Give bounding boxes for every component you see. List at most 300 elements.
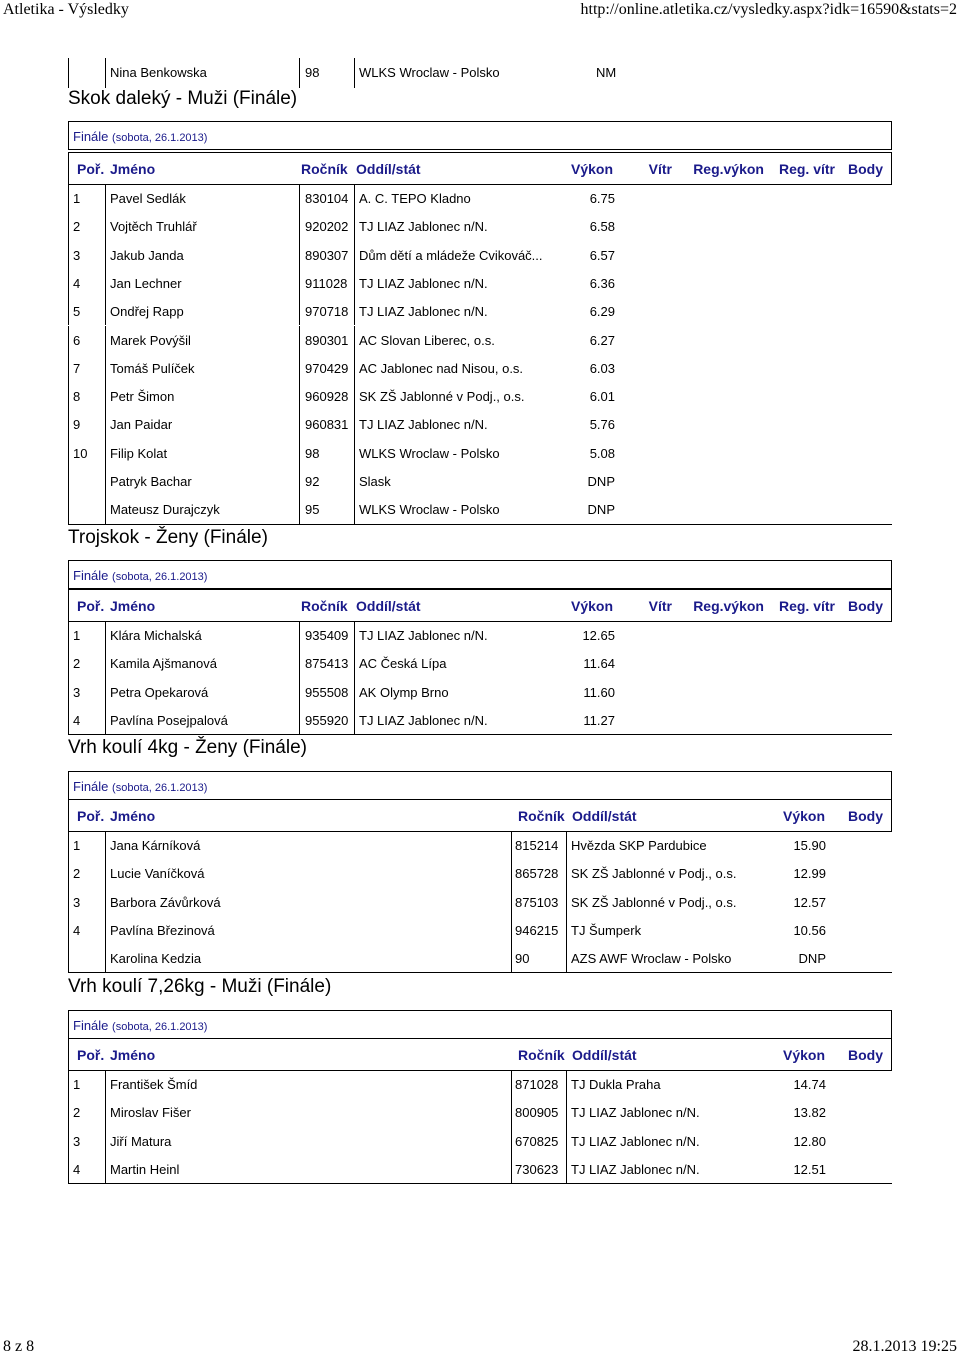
column-divider — [566, 859, 567, 887]
column-divider — [566, 1155, 567, 1184]
column-divider — [105, 354, 106, 382]
column-divider — [299, 326, 300, 354]
cell-result: 12.51 — [793, 1161, 826, 1177]
event-title: Skok daleký - Muži (Finále) — [68, 88, 298, 109]
column-divider — [354, 439, 355, 467]
column-divider — [105, 831, 106, 859]
column-divider — [354, 382, 355, 410]
cell-name: Klára Michalská — [110, 628, 202, 643]
table-row — [68, 212, 892, 240]
column-header: Oddíl/stát — [356, 161, 421, 177]
column-divider — [105, 439, 106, 467]
cell-result: DNP — [587, 474, 615, 489]
round-header — [68, 771, 892, 800]
column-divider — [354, 467, 355, 495]
column-divider — [511, 1070, 512, 1098]
cell-result: 6.27 — [589, 332, 615, 348]
table-bottom-border — [68, 524, 892, 525]
cell-rank: 1 — [73, 838, 81, 853]
cell-result: 10.56 — [793, 922, 826, 938]
column-divider — [105, 326, 106, 354]
column-header: Výkon — [782, 808, 825, 824]
column-divider — [105, 241, 106, 269]
cell-name: Martin Heinl — [110, 1161, 180, 1177]
cell-year: 911028 — [305, 275, 348, 291]
column-divider — [566, 916, 567, 944]
table-border — [68, 831, 69, 859]
column-divider — [566, 831, 567, 859]
column-divider — [566, 1127, 567, 1155]
cell-result: 6.29 — [589, 304, 615, 320]
column-divider — [105, 1127, 106, 1155]
column-divider — [354, 326, 355, 354]
column-divider — [299, 649, 300, 677]
cell-club: TJ LIAZ Jablonec n/N. — [359, 219, 488, 235]
table-border — [68, 1127, 69, 1155]
table-row — [68, 184, 892, 212]
column-divider — [354, 354, 355, 382]
cell-name: Pavlína Posejpalová — [110, 712, 228, 728]
table-header-row — [68, 589, 892, 622]
column-header: Ročník — [301, 161, 348, 177]
column-header: Ročník — [301, 598, 348, 614]
table-row — [68, 354, 892, 382]
cell-name: Jan Paidar — [110, 417, 173, 433]
column-divider — [566, 888, 567, 916]
column-divider — [105, 621, 106, 649]
cell-year: 865728 — [515, 866, 559, 882]
round-date: (sobota, 26.1.2013) — [112, 132, 208, 144]
column-header: Reg. vítr — [778, 598, 835, 614]
column-header: Jméno — [110, 1047, 156, 1063]
cell-result: DNP — [587, 502, 615, 518]
cell-name: Jana Kárníková — [110, 838, 201, 853]
cell-rank: 2 — [73, 866, 81, 882]
cell-year: 935409 — [305, 628, 349, 643]
table-row — [68, 916, 892, 944]
column-divider — [354, 241, 355, 269]
round-date: (sobota, 26.1.2013) — [112, 571, 208, 583]
round-header — [68, 560, 892, 589]
cell-club: Dům dětí a mládeže Cvikováč... — [359, 247, 543, 263]
cell-year: 800905 — [515, 1105, 559, 1121]
cell-name: Lucie Vaníčková — [110, 866, 205, 882]
column-divider — [105, 495, 106, 524]
cell-rank: 10 — [73, 445, 88, 461]
column-divider — [105, 888, 106, 916]
column-header: Ročník — [518, 808, 565, 824]
cell-year: 875413 — [305, 656, 349, 672]
cell-result: NM — [596, 65, 617, 80]
column-divider — [299, 678, 300, 706]
table-row — [68, 706, 892, 735]
table-row — [68, 621, 892, 649]
cell-year: 98 — [305, 445, 320, 461]
table-row — [68, 382, 892, 410]
cell-club: Hvězda SKP Pardubice — [571, 838, 707, 853]
cell-result: 5.76 — [589, 417, 615, 433]
cell-rank: 3 — [73, 247, 81, 263]
cell-rank: 1 — [73, 191, 81, 206]
table-border — [68, 621, 69, 649]
column-header: Body — [848, 808, 883, 824]
cell-name: Miroslav Fišer — [110, 1105, 191, 1121]
column-divider — [299, 706, 300, 735]
cell-rank: 5 — [73, 304, 81, 320]
column-divider — [354, 58, 355, 88]
cell-name: Pavel Sedlák — [110, 191, 186, 206]
column-divider — [566, 1098, 567, 1126]
column-divider — [299, 212, 300, 240]
cell-name: Patryk Bachar — [110, 474, 192, 489]
cell-year: 890307 — [305, 247, 349, 263]
cell-club: SK ZŠ Jablonné v Podj., o.s. — [571, 866, 737, 882]
cell-rank: 2 — [73, 219, 81, 235]
table-border — [68, 241, 69, 269]
column-divider — [511, 859, 512, 887]
table-border — [68, 269, 69, 297]
table-border — [68, 326, 69, 354]
cell-name: Kamila Ajšmanová — [110, 656, 217, 672]
cell-rank: 3 — [73, 684, 81, 700]
round-header — [68, 1010, 892, 1039]
cell-name: Pavlína Březinová — [110, 922, 215, 938]
column-divider — [105, 1155, 106, 1184]
cell-name: Vojtěch Truhlář — [110, 219, 197, 235]
column-divider — [299, 184, 300, 212]
page-counter: 8 z 8 — [3, 1338, 35, 1355]
round-label — [73, 779, 207, 794]
column-divider — [105, 678, 106, 706]
column-divider — [511, 1127, 512, 1155]
cell-rank: 2 — [73, 1105, 81, 1121]
round-date: (sobota, 26.1.2013) — [112, 1021, 208, 1033]
cell-rank: 4 — [73, 275, 81, 291]
column-divider — [299, 439, 300, 467]
cell-name: Nina Benkowska — [110, 65, 207, 80]
table-border — [68, 1070, 69, 1098]
table-row — [68, 831, 892, 859]
table-border — [68, 916, 69, 944]
cell-year: 815214 — [515, 838, 559, 853]
cell-name: Jakub Janda — [110, 247, 184, 263]
cell-club: TJ Šumperk — [571, 922, 642, 938]
column-divider — [299, 382, 300, 410]
column-header: Reg. vítr — [778, 161, 835, 177]
column-divider — [511, 1098, 512, 1126]
column-header: Body — [848, 1047, 883, 1063]
table-border — [68, 467, 69, 495]
cell-year: 946215 — [515, 922, 559, 938]
cell-year: 730623 — [515, 1161, 559, 1177]
cell-club: WLKS Wroclaw - Polsko — [359, 65, 500, 80]
cell-name: Marek Povýšil — [110, 332, 191, 348]
column-header: Výkon — [782, 1047, 825, 1063]
cell-name: Petr Šimon — [110, 389, 175, 405]
column-header: Vítr — [648, 598, 672, 614]
cell-club: AK Olymp Brno — [359, 684, 449, 700]
table-border — [68, 888, 69, 916]
column-header: Výkon — [570, 161, 613, 177]
cell-club: TJ LIAZ Jablonec n/N. — [571, 1161, 700, 1177]
table-row — [68, 888, 892, 916]
column-divider — [299, 269, 300, 297]
column-header: Body — [848, 598, 883, 614]
table-border — [68, 297, 69, 325]
table-row — [68, 326, 892, 354]
table-row — [68, 58, 892, 88]
table-border — [68, 439, 69, 467]
table-border — [68, 410, 69, 438]
column-divider — [299, 241, 300, 269]
table-border — [68, 678, 69, 706]
cell-result: 6.58 — [589, 219, 615, 235]
cell-result: 13.82 — [793, 1105, 826, 1121]
cell-club: AC Jablonec nad Nisou, o.s. — [359, 360, 524, 376]
column-header: Reg.výkon — [693, 161, 764, 177]
column-divider — [354, 184, 355, 212]
cell-club: SK ZŠ Jablonné v Podj., o.s. — [571, 894, 737, 910]
cell-club: A. C. TEPO Kladno — [359, 191, 471, 206]
cell-name: František Šmíd — [110, 1077, 198, 1092]
cell-year: 95 — [305, 502, 320, 518]
column-divider — [105, 467, 106, 495]
cell-club: TJ LIAZ Jablonec n/N. — [359, 628, 488, 643]
table-row — [68, 1155, 892, 1184]
event-title: Vrh koulí 7,26kg - Muži (Finále) — [68, 976, 332, 997]
column-header: Body — [848, 161, 883, 177]
cell-year: 955920 — [305, 712, 349, 728]
column-header: Oddíl/stát — [356, 598, 421, 614]
column-divider — [105, 58, 106, 88]
table-border — [68, 354, 69, 382]
column-divider — [354, 297, 355, 325]
cell-rank: 6 — [73, 332, 81, 348]
round-name: Finále — [73, 568, 109, 583]
table-row — [68, 439, 892, 467]
column-divider — [105, 212, 106, 240]
cell-club: TJ LIAZ Jablonec n/N. — [571, 1133, 700, 1149]
cell-club: AC Slovan Liberec, o.s. — [359, 332, 495, 348]
cell-result: 6.75 — [589, 191, 615, 206]
print-timestamp: 28.1.2013 19:25 — [852, 1338, 957, 1355]
round-label — [73, 568, 207, 583]
column-divider — [105, 944, 106, 973]
column-divider — [105, 649, 106, 677]
table-border — [68, 212, 69, 240]
column-divider — [299, 621, 300, 649]
column-divider — [299, 495, 300, 524]
cell-rank: 1 — [73, 1077, 81, 1092]
column-divider — [299, 467, 300, 495]
column-divider — [354, 621, 355, 649]
column-header: Jméno — [110, 808, 156, 824]
cell-result: DNP — [798, 951, 826, 967]
table-border — [68, 649, 69, 677]
table-row — [68, 297, 892, 325]
cell-result: 15.90 — [793, 838, 826, 853]
column-header: Ročník — [518, 1047, 565, 1063]
round-label — [73, 1018, 207, 1033]
cell-year: 960831 — [305, 417, 349, 433]
cell-rank: 7 — [73, 360, 81, 376]
cell-year: 871028 — [515, 1077, 559, 1092]
column-divider — [354, 678, 355, 706]
column-header: Reg.výkon — [693, 598, 764, 614]
cell-name: Jan Lechner — [110, 275, 182, 291]
cell-result: 12.80 — [793, 1133, 826, 1149]
table-row — [68, 495, 892, 524]
table-row — [68, 1127, 892, 1155]
cell-year: 830104 — [305, 191, 349, 206]
table-row — [68, 1070, 892, 1098]
column-divider — [105, 1070, 106, 1098]
cell-result: 14.74 — [793, 1077, 826, 1092]
cell-rank: 3 — [73, 894, 81, 910]
column-divider — [299, 297, 300, 325]
column-divider — [105, 916, 106, 944]
column-divider — [511, 1155, 512, 1184]
cell-club: AC Česká Lípa — [359, 656, 447, 672]
table-row — [68, 241, 892, 269]
table-row — [68, 1098, 892, 1126]
table-border — [68, 382, 69, 410]
table-row — [68, 410, 892, 438]
column-divider — [511, 916, 512, 944]
round-name: Finále — [73, 1018, 109, 1033]
column-header: Výkon — [570, 598, 613, 614]
column-header: Jméno — [110, 598, 156, 614]
cell-result: 5.08 — [589, 445, 615, 461]
column-divider — [105, 297, 106, 325]
cell-club: TJ LIAZ Jablonec n/N. — [359, 304, 488, 320]
table-row — [68, 649, 892, 677]
column-divider — [105, 382, 106, 410]
cell-club: SK ZŠ Jablonné v Podj., o.s. — [359, 389, 525, 405]
column-header: Jméno — [110, 161, 156, 177]
column-divider — [566, 1070, 567, 1098]
cell-club: WLKS Wroclaw - Polsko — [359, 502, 500, 518]
cell-rank: 4 — [73, 1161, 81, 1177]
event-title: Trojskok - Ženy (Finále) — [68, 527, 268, 548]
column-divider — [354, 706, 355, 735]
cell-name: Tomáš Pulíček — [110, 360, 195, 376]
table-border — [68, 706, 69, 735]
column-header: Poř. — [77, 808, 105, 824]
column-divider — [354, 410, 355, 438]
cell-year: 890301 — [305, 332, 349, 348]
round-label — [73, 129, 207, 144]
cell-result: 6.03 — [589, 360, 615, 376]
cell-result: 6.57 — [589, 247, 615, 263]
column-divider — [105, 184, 106, 212]
column-divider — [511, 888, 512, 916]
column-divider — [354, 649, 355, 677]
table-border — [68, 58, 69, 88]
table-row — [68, 678, 892, 706]
table-border — [68, 495, 69, 524]
cell-year: 970429 — [305, 360, 349, 376]
cell-result: 6.36 — [589, 275, 615, 291]
cell-club: TJ LIAZ Jablonec n/N. — [359, 417, 488, 433]
cell-rank: 8 — [73, 389, 81, 405]
cell-club: WLKS Wroclaw - Polsko — [359, 445, 500, 461]
column-divider — [105, 1098, 106, 1126]
column-divider — [354, 212, 355, 240]
cell-result: 11.64 — [583, 656, 615, 672]
cell-year: 670825 — [515, 1133, 559, 1149]
column-divider — [105, 706, 106, 735]
table-row — [68, 467, 892, 495]
event-title: Vrh koulí 4kg - Ženy (Finále) — [68, 737, 307, 758]
column-divider — [105, 859, 106, 887]
column-divider — [511, 944, 512, 973]
column-header: Oddíl/stát — [572, 808, 637, 824]
cell-year: 92 — [305, 474, 320, 489]
round-date: (sobota, 26.1.2013) — [112, 782, 208, 794]
cell-name: Ondřej Rapp — [110, 304, 184, 320]
column-header: Poř. — [77, 161, 105, 177]
cell-club: TJ LIAZ Jablonec n/N. — [359, 275, 488, 291]
cell-rank: 2 — [73, 656, 81, 672]
table-border — [68, 944, 69, 973]
cell-name: Filip Kolat — [110, 445, 168, 461]
table-bottom-border — [68, 734, 892, 735]
table-bottom-border — [68, 972, 892, 973]
cell-born: 98 — [305, 65, 320, 80]
table-border — [68, 859, 69, 887]
cell-year: 920202 — [305, 219, 349, 235]
cell-result: 6.01 — [589, 389, 615, 405]
table-border — [68, 184, 69, 212]
cell-result: 11.60 — [583, 684, 615, 700]
round-header — [68, 121, 892, 150]
column-divider — [511, 831, 512, 859]
column-divider — [299, 354, 300, 382]
table-header-row — [68, 799, 892, 832]
column-header: Vítr — [648, 161, 672, 177]
cell-result: 12.99 — [793, 866, 826, 882]
cell-result: 12.65 — [582, 628, 615, 643]
column-divider — [354, 495, 355, 524]
cell-rank: 1 — [73, 628, 81, 643]
round-name: Finále — [73, 129, 109, 144]
cell-year: 970718 — [305, 304, 349, 320]
cell-club: TJ LIAZ Jablonec n/N. — [359, 712, 488, 728]
column-divider — [105, 410, 106, 438]
cell-rank: 3 — [73, 1133, 81, 1149]
column-header: Oddíl/stát — [572, 1047, 637, 1063]
cell-year: 90 — [515, 951, 530, 967]
table-row — [68, 859, 892, 887]
cell-year: 955508 — [305, 684, 349, 700]
cell-club: TJ LIAZ Jablonec n/N. — [571, 1105, 700, 1121]
cell-year: 875103 — [515, 894, 559, 910]
cell-rank: 4 — [73, 712, 81, 728]
cell-club: TJ Dukla Praha — [571, 1077, 661, 1092]
cell-name: Mateusz Durajczyk — [110, 502, 220, 518]
cell-club: AZS AWF Wroclaw - Polsko — [571, 951, 732, 967]
column-header: Poř. — [77, 1047, 105, 1063]
cell-year: 960928 — [305, 389, 349, 405]
cell-rank: 4 — [73, 922, 81, 938]
cell-club: Slask — [359, 474, 391, 489]
table-header-row — [68, 1038, 892, 1071]
page-url: http://online.atletika.cz/vysledky.aspx?idk=16590&stats=2 — [580, 1, 957, 18]
table-border — [68, 1155, 69, 1184]
cell-result: 12.57 — [793, 894, 826, 910]
browser-page-title: Atletika - Výsledky — [3, 1, 129, 18]
